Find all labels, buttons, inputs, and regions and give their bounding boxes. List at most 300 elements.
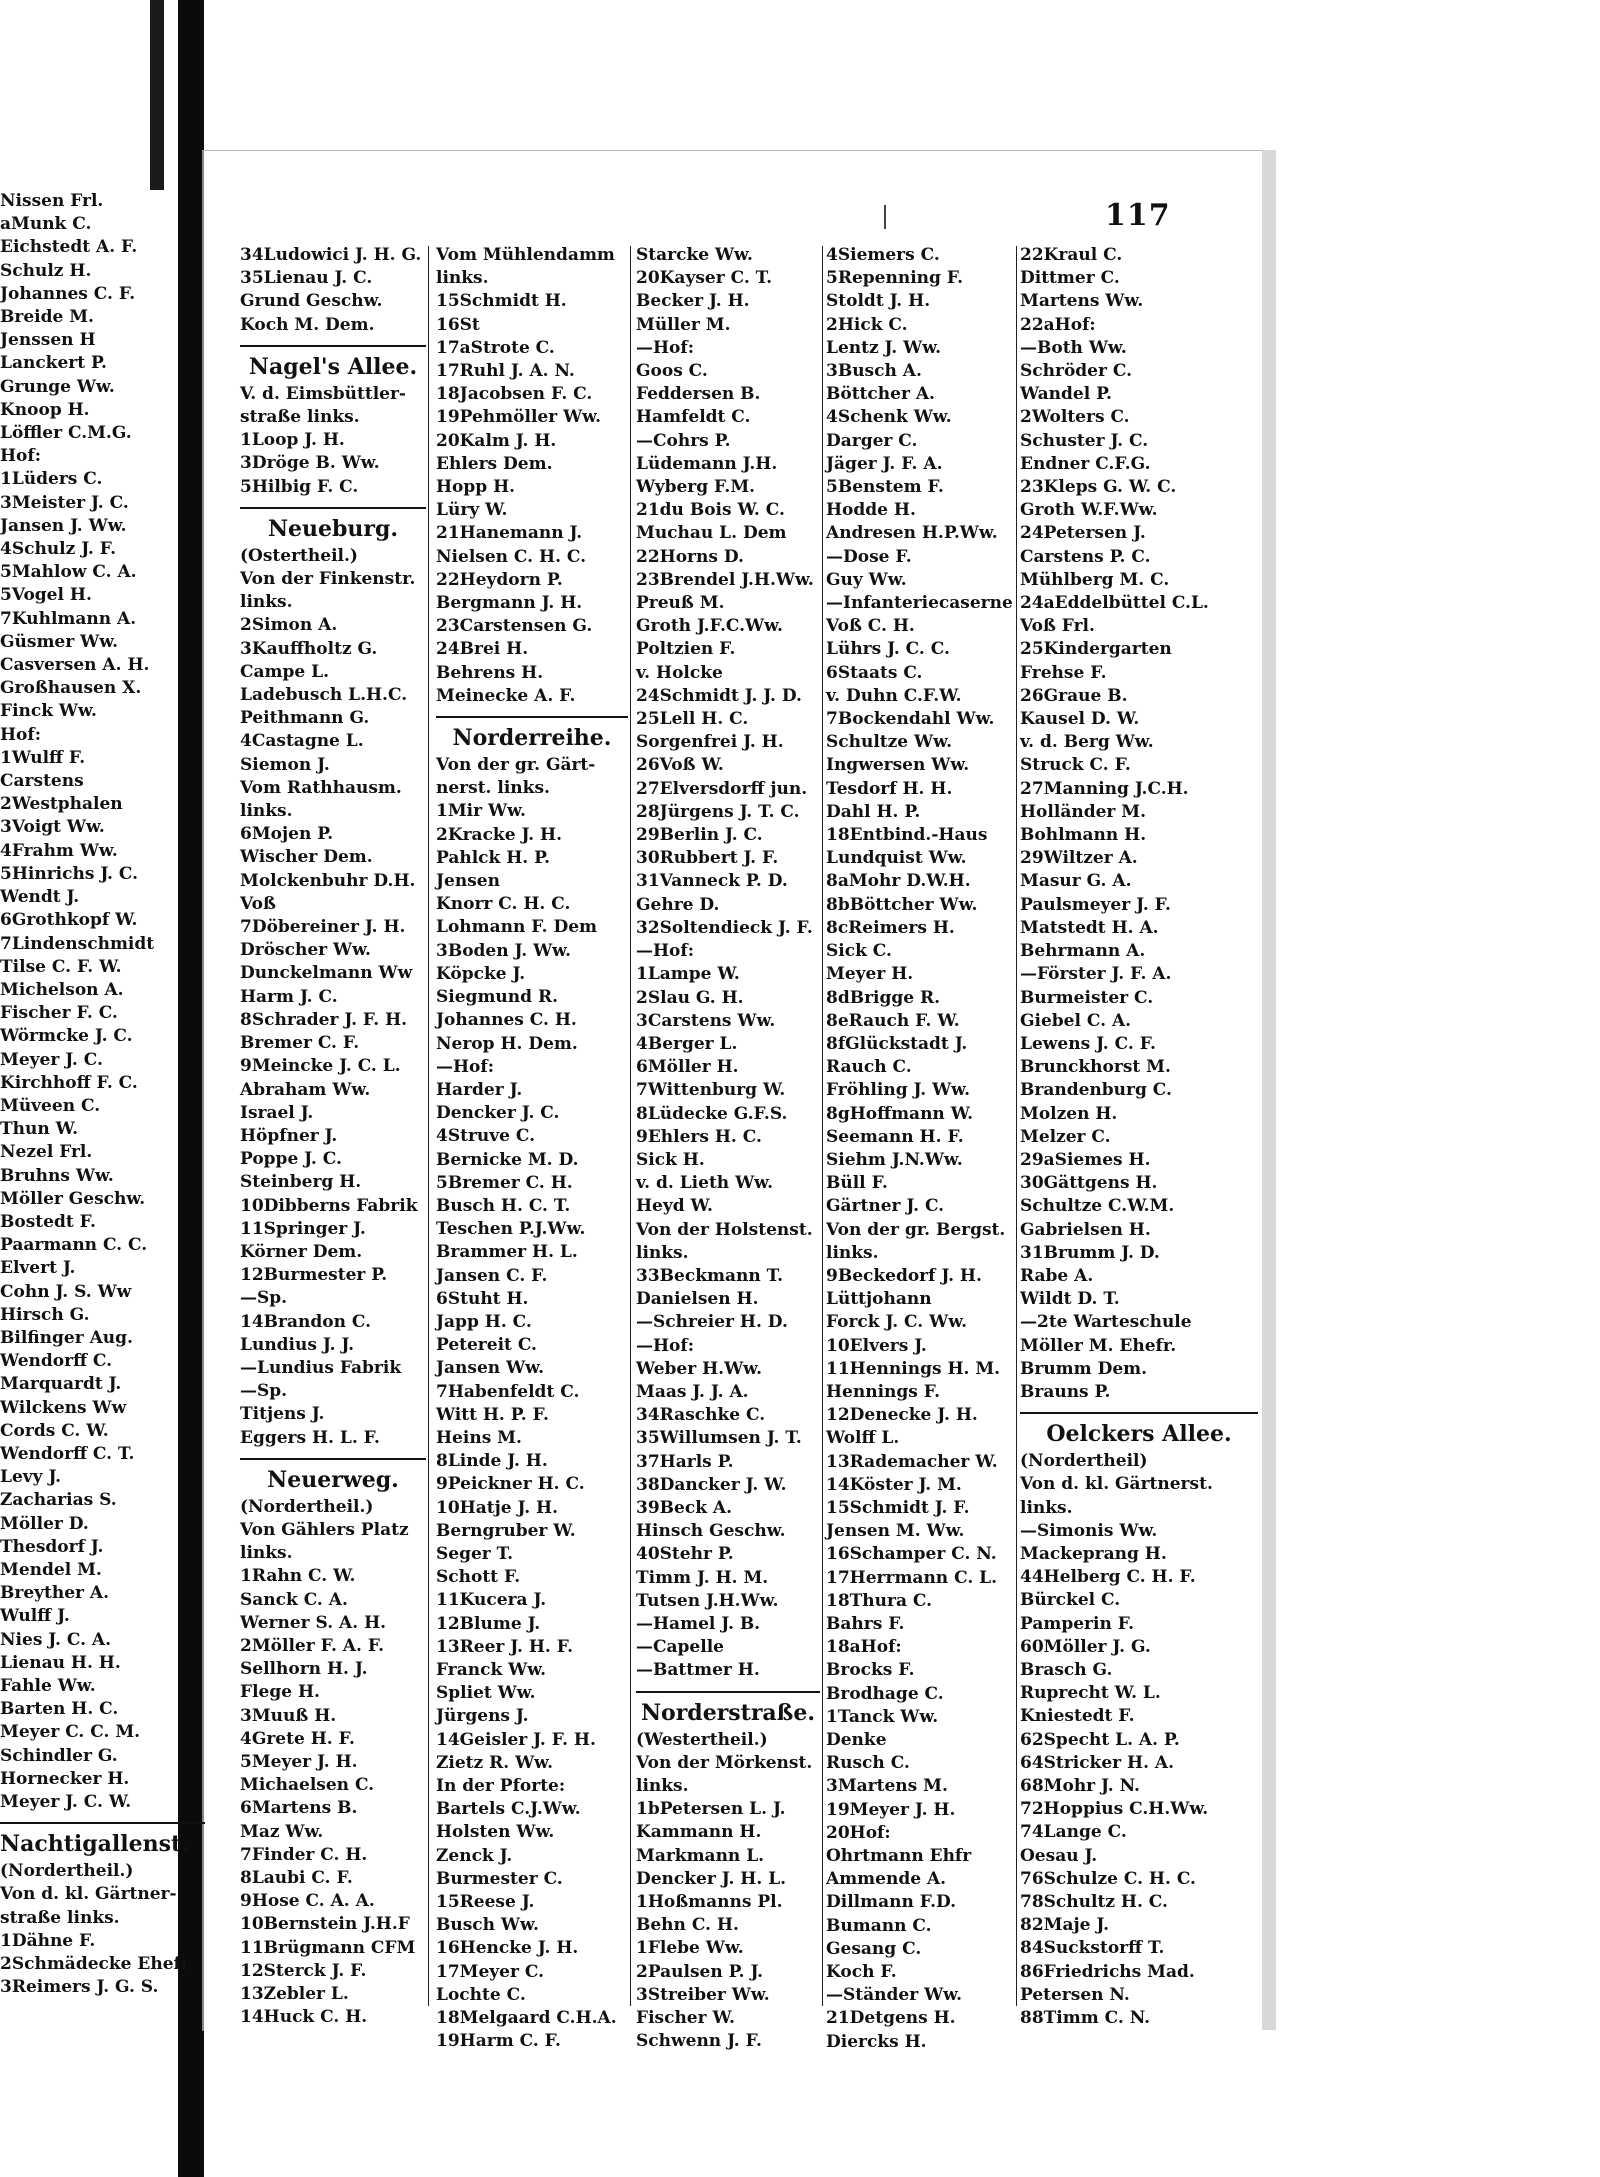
street-header: Neueburg. [240, 507, 426, 545]
directory-entry: 76Schulze C. H. C. [1020, 1868, 1196, 1889]
directory-column-3 [636, 244, 820, 2052]
directory-entry: Zietz R. Ww. [436, 1752, 554, 1773]
directory-entry: Thesdorf J. [0, 1536, 104, 1557]
directory-entry: Carstens P. C. [1020, 546, 1151, 567]
page-shadow [1262, 150, 1276, 2030]
directory-entry: 5Hinrichs J. C. [0, 863, 139, 884]
directory-entry: 10Elvers J. [826, 1335, 927, 1356]
directory-entry: Michelson A. [0, 979, 124, 1000]
directory-entry: Fischer F. C. [0, 1003, 118, 1024]
directory-entry: 1Wulff F. [0, 747, 86, 768]
directory-entry: 31Vanneck P. D. [636, 871, 788, 892]
directory-entry: Teschen P.J.Ww. [436, 1219, 586, 1240]
directory-entry: links. [240, 592, 293, 613]
directory-entry: 12Blume J. [436, 1613, 541, 1634]
directory-entry: links. [240, 1543, 293, 1564]
directory-entry: 6Grothkopf W. [0, 910, 138, 931]
directory-entry: 2Schmädecke Ehefr [0, 1954, 190, 1975]
directory-entry: —Sp. [240, 1288, 288, 1309]
directory-entry: Sellhorn H. J. [240, 1659, 368, 1680]
directory-entry: Gärtner J. C. [826, 1196, 945, 1217]
directory-entry: 24Schmidt J. J. D. [636, 685, 802, 706]
directory-entry: Stoldt J. H. [826, 291, 931, 312]
directory-entry: 7Habenfeldt C. [436, 1381, 580, 1402]
directory-entry: Andresen H.P.Ww. [826, 523, 998, 544]
directory-entry: Johannes C. F. [0, 283, 136, 304]
directory-entry: Masur G. A. [1020, 871, 1132, 892]
directory-entry: 4Siemers C. [826, 245, 940, 265]
directory-entry: Goos C. [636, 361, 708, 382]
directory-entry: Dahl H. P. [826, 801, 921, 822]
directory-entry: Kammann H. [636, 1822, 762, 1843]
directory-entry: Hennings F. [826, 1381, 941, 1402]
directory-entry: Von der gr. Bergst. [826, 1219, 1006, 1240]
directory-entry: Behrmann A. [1020, 941, 1146, 962]
directory-entry: Nerop H. Dem. [436, 1033, 578, 1054]
directory-entry: Poltzien F. [636, 639, 736, 660]
directory-entry: 35Lienau J. C. [240, 268, 373, 289]
directory-entry: Hof: [0, 446, 41, 467]
directory-entry: 23Brendel J.H.Ww. [636, 569, 814, 590]
directory-entry: 2Westphalen [0, 794, 123, 815]
directory-entry: Löffler C.M.G. [0, 423, 132, 444]
directory-entry: 5Meyer J. H. [240, 1751, 358, 1772]
directory-entry: 78Schultz H. C. [1020, 1892, 1168, 1913]
directory-entry: 2Wolters C. [1020, 407, 1130, 428]
directory-entry: Heins M. [436, 1427, 522, 1448]
directory-entry: 7Lindenschmidt [0, 933, 155, 954]
directory-entry: Becker J. H. [636, 291, 750, 312]
directory-entry: 5Vogel H. [0, 585, 92, 606]
directory-entry: 6Mojen P. [240, 824, 334, 845]
directory-entry: Knoop H. [0, 399, 90, 420]
directory-entry: Lundquist Ww. [826, 848, 967, 869]
directory-entry: Hodde H. [826, 500, 916, 521]
directory-entry: Seger T. [436, 1543, 514, 1564]
directory-entry: Meinecke A. F. [436, 685, 576, 706]
directory-entry: 5Mahlow C. A. [0, 562, 137, 583]
directory-entry: 26Voß W. [636, 755, 724, 776]
directory-entry: Bernicke M. D. [436, 1149, 579, 1170]
directory-entry: Werner S. A. H. [240, 1612, 387, 1633]
directory-entry: 20Hof: [826, 1822, 891, 1843]
directory-entry: Nissen Frl. [0, 191, 104, 211]
directory-entry: Brocks F. [826, 1660, 915, 1681]
directory-entry: 1Lampe W. [636, 964, 740, 985]
directory-entry: 2Paulsen P. J. [636, 1961, 764, 1982]
directory-entry: Danielsen H. [636, 1289, 759, 1310]
directory-entry: 3Carstens Ww. [636, 1010, 776, 1031]
directory-entry: Schott F. [436, 1567, 521, 1588]
directory-entry: 30Gättgens H. [1020, 1173, 1158, 1194]
directory-entry: Hornecker H. [0, 1768, 130, 1789]
directory-entry: Starcke Ww. [636, 245, 753, 265]
directory-entry: Preuß M. [636, 593, 725, 614]
directory-entry: Zacharias S. [0, 1490, 117, 1511]
directory-entry: —Battmer H. [636, 1660, 760, 1681]
directory-entry: 29Wiltzer A. [1020, 848, 1138, 869]
directory-entry: In der Pforte: [436, 1776, 566, 1796]
directory-entry: 3Streiber Ww. [636, 1984, 770, 2005]
directory-entry: Koch F. [826, 1962, 897, 1983]
directory-entry: Feddersen B. [636, 384, 761, 405]
directory-entry: Ehlers Dem. [436, 453, 553, 474]
left-page-entries [0, 190, 205, 1814]
directory-entry: Jensen [436, 871, 500, 892]
directory-entry: —Hof: [436, 1056, 494, 1077]
directory-entry: Wendorff C. [0, 1351, 113, 1372]
directory-entry: Sorgenfrei J. H. [636, 732, 784, 753]
directory-entry: Eggers H. L. F. [240, 1427, 380, 1448]
entries [1020, 244, 1258, 1404]
column-rule [630, 246, 631, 2006]
directory-entry: 39Beck A. [636, 1497, 732, 1518]
directory-entry: Voß Frl. [1020, 616, 1095, 637]
entries [826, 244, 1014, 2054]
directory-entry: 16Schamper C. N. [826, 1544, 997, 1565]
directory-entry: Ingwersen Ww. [826, 755, 970, 776]
directory-entry: Rabe A. [1020, 1265, 1094, 1286]
directory-entry: Sick H. [636, 1149, 705, 1170]
directory-entry: Holsten Ww. [436, 1822, 555, 1843]
directory-entry: v. d. Lieth Ww. [636, 1173, 774, 1194]
directory-entry: links. [1020, 1497, 1073, 1518]
directory-entry: 34Raschke C. [636, 1405, 766, 1426]
directory-entry: 74Lange C. [1020, 1822, 1127, 1843]
left-page-column [0, 190, 205, 2050]
left-page-after [0, 1860, 205, 1999]
directory-entry: 8Schrader J. F. H. [240, 1009, 408, 1030]
directory-entry: 18aHof: [826, 1637, 902, 1658]
directory-entry: Wendt J. [0, 887, 80, 908]
directory-entry: v. d. Berg Ww. [1020, 732, 1154, 753]
directory-entry: Paulsmeyer J. F. [1020, 894, 1171, 915]
directory-entry: Brumm Dem. [1020, 1358, 1148, 1379]
directory-entry: 27Elversdorff jun. [636, 778, 808, 799]
directory-entry: 9Peickner H. C. [436, 1474, 585, 1495]
directory-entry: Ammende A. [826, 1869, 947, 1890]
directory-entry: Tesdorf H. H. [826, 778, 953, 799]
directory-entry: 11Springer J. [240, 1218, 366, 1239]
directory-entry: Meyer J. C. W. [0, 1792, 132, 1813]
directory-entry: 10Dibberns Fabrik [240, 1195, 418, 1216]
directory-entry: 8bBöttcher Ww. [826, 894, 978, 915]
directory-entry: —Lundius Fabrik [240, 1357, 402, 1378]
directory-entry: 5Hilbig F. C. [240, 476, 359, 497]
directory-entry: Lanckert P. [0, 353, 107, 374]
directory-entry: 8eRauch F. W. [826, 1010, 960, 1031]
directory-entry: V. d. Eimsbüttler- [240, 383, 406, 404]
directory-entry: Campe L. [240, 661, 330, 682]
directory-entry: 3Boden J. Ww. [436, 940, 572, 961]
directory-entry: Poppe J. C. [240, 1149, 342, 1170]
directory-entry: 18Entbind.-Haus [826, 825, 988, 846]
directory-entry: Koch M. Dem. [240, 314, 375, 335]
directory-entry: 6Staats C. [826, 662, 923, 683]
directory-entry: 9Beckedorf J. H. [826, 1265, 982, 1286]
directory-entry: Fahle Ww. [0, 1676, 96, 1696]
directory-entry: Dröscher Ww. [240, 940, 371, 961]
directory-entry: 8gHoffmann W. [826, 1103, 974, 1124]
directory-entry: Meyer C. C. M. [0, 1722, 141, 1743]
entries [436, 754, 628, 2053]
directory-entry: Sanck C. A. [240, 1589, 348, 1610]
directory-entry: 3Reimers J. G. S. [0, 1977, 159, 1998]
directory-entry: straße links. [0, 1907, 120, 1928]
directory-entry: 44Helberg C. H. F. [1020, 1567, 1196, 1588]
directory-entry: Wendorff C. T. [0, 1443, 135, 1464]
directory-entry: 4Frahm Ww. [0, 840, 118, 861]
directory-entry: 11Hennings H. M. [826, 1358, 1001, 1379]
directory-entry: Frehse F. [1020, 662, 1107, 683]
directory-entry: 22aHof: [1020, 314, 1096, 335]
directory-entry: Schultze C.W.M. [1020, 1196, 1175, 1217]
directory-entry: 6Möller H. [636, 1057, 739, 1078]
directory-entry: Dencker J. H. L. [636, 1868, 787, 1889]
directory-entry: Bahrs F. [826, 1613, 905, 1634]
directory-entry: Endner C.F.G. [1020, 453, 1151, 474]
directory-entry: 30Rubbert J. F. [636, 848, 779, 869]
directory-entry: 1Loop J. H. [240, 430, 345, 451]
directory-entry: links. [240, 801, 293, 822]
directory-entry: 20Kalm J. H. [436, 430, 557, 451]
directory-entry: Hinsch Geschw. [636, 1521, 786, 1542]
directory-entry: —Both Ww. [1020, 337, 1127, 358]
directory-entry: Timm J. H. M. [636, 1567, 769, 1588]
directory-entry: Guy Ww. [826, 569, 907, 590]
directory-entry: 9Hose C. A. A. [240, 1891, 375, 1912]
directory-entry: 22Kraul C. [1020, 245, 1123, 265]
directory-entry: 23Carstensen G. [436, 616, 593, 637]
directory-entry: Fröhling J. Ww. [826, 1080, 971, 1101]
directory-entry: Lüttjohann [826, 1289, 932, 1310]
directory-entry: links. [826, 1242, 879, 1263]
directory-entry: 15Reese J. [436, 1892, 535, 1913]
directory-entry: 17Meyer C. [436, 1961, 545, 1982]
directory-entry: 2Möller F. A. F. [240, 1635, 385, 1656]
directory-entry: 7Döbereiner J. H. [240, 917, 406, 938]
directory-entry: 18Thura C. [826, 1590, 933, 1611]
directory-entry: Dencker J. C. [436, 1103, 560, 1124]
directory-entry: Wulff J. [0, 1606, 70, 1627]
directory-entry: Lührs J. C. C. [826, 639, 950, 660]
directory-entry: Seemann H. F. [826, 1126, 964, 1147]
entries [1020, 1450, 1258, 2030]
directory-entry: Müller M. [636, 314, 731, 335]
directory-entry: Harder J. [436, 1079, 523, 1100]
directory-entry: 13Zebler L. [240, 1984, 349, 2005]
directory-entry: (Nordertheil.) [0, 1861, 134, 1882]
directory-entry: 29Berlin J. C. [636, 825, 763, 846]
directory-entry: Tilse C. F. W. [0, 956, 122, 977]
street-header: Nachtigallenst. [0, 1822, 205, 1860]
street-header: Neuerweg. [240, 1458, 426, 1496]
street-header: Oelckers Allee. [1020, 1412, 1258, 1450]
directory-entry: 16Hencke J. H. [436, 1938, 579, 1959]
directory-entry: 7Finder C. H. [240, 1844, 368, 1865]
header-mark [884, 205, 886, 229]
directory-entry: —Dose F. [826, 546, 912, 567]
directory-entry: Berngruber W. [436, 1520, 576, 1541]
directory-entry: 5Benstem F. [826, 477, 944, 498]
directory-entry: Büll F. [826, 1173, 888, 1194]
directory-entry: 32Soltendieck J. F. [636, 917, 813, 938]
column-rule [1016, 246, 1017, 2006]
entries [240, 244, 426, 337]
directory-entry: Lentz J. Ww. [826, 337, 942, 358]
directory-entry: Weber H.Ww. [636, 1358, 763, 1379]
directory-entry: Heyd W. [636, 1196, 713, 1217]
book-gutter-top [150, 0, 164, 190]
directory-entry: Nies J. C. A. [0, 1629, 112, 1650]
directory-entry: Lundius J. J. [240, 1334, 355, 1355]
street-header: Norderreihe. [436, 716, 628, 754]
directory-entry: Böttcher A. [826, 384, 935, 405]
directory-entry: Von d. kl. Gärtner- [0, 1884, 177, 1905]
directory-entry: Vom Mühlendamm [436, 245, 615, 265]
directory-entry: Lüdemann J.H. [636, 453, 778, 474]
directory-entry: Titjens J. [240, 1404, 325, 1425]
directory-entry: Von der gr. Gärt- [436, 755, 596, 776]
directory-entry: 4Grete H. F. [240, 1728, 355, 1749]
directory-entry: —Hof: [636, 337, 694, 358]
directory-entry: Japp H. C. [436, 1311, 532, 1332]
directory-entry: Bartels C.J.Ww. [436, 1799, 581, 1820]
directory-entry: (Westertheil.) [636, 1729, 768, 1750]
directory-entry: —Ständer Ww. [826, 1985, 963, 2006]
directory-entry: Brauns P. [1020, 1381, 1111, 1402]
directory-entry: 82Maje J. [1020, 1915, 1110, 1936]
directory-entry: —2te Warteschule [1020, 1312, 1192, 1333]
directory-entry: 35Willumsen J. T. [636, 1428, 802, 1449]
directory-entry: 1Rahn C. W. [240, 1566, 356, 1587]
directory-entry: 64Stricker H. A. [1020, 1752, 1175, 1773]
directory-entry: Schultze Ww. [826, 732, 952, 753]
directory-entry: Melzer C. [1020, 1126, 1111, 1147]
directory-entry: Franck Ww. [436, 1659, 547, 1680]
directory-entry: Brodhage C. [826, 1683, 944, 1704]
directory-entry: 8aMohr D.W.H. [826, 871, 971, 892]
directory-entry: (Ostertheil.) [240, 545, 358, 566]
directory-entry: Busch H. C. T. [436, 1195, 571, 1216]
directory-entry: 8Laubi C. F. [240, 1868, 353, 1888]
directory-entry: Jansen C. F. [436, 1265, 548, 1286]
directory-entry: Hamfeldt C. [636, 407, 751, 428]
directory-entry: 60Möller J. G. [1020, 1636, 1151, 1657]
directory-entry: Casversen A. H. [0, 655, 150, 676]
directory-entry: Abraham Ww. [240, 1079, 371, 1100]
directory-entry: Von d. kl. Gärtnerst. [1020, 1474, 1213, 1495]
directory-entry: Von der Holstenst. [636, 1219, 813, 1240]
directory-entry: 19Harm C. F. [436, 2031, 561, 2052]
directory-entry: Wildt D. T. [1020, 1289, 1120, 1310]
column-rule [822, 246, 823, 2006]
directory-entry: Fischer W. [636, 2008, 735, 2029]
directory-entry: 28Jürgens J. T. C. [636, 801, 800, 822]
directory-entry: 3Voigt Ww. [0, 817, 105, 838]
directory-entry: 20Kayser C. T. [636, 268, 773, 289]
directory-entry: 88Timm C. N. [1020, 2008, 1151, 2029]
entries [240, 383, 426, 499]
directory-entry: 13Rademacher W. [826, 1451, 998, 1472]
directory-entry: Martens Ww. [1020, 291, 1144, 312]
directory-entry: Jürgens J. [436, 1706, 529, 1727]
directory-entry: Tutsen J.H.Ww. [636, 1590, 779, 1611]
directory-entry: Hirsch G. [0, 1304, 90, 1325]
directory-entry: Hof: [0, 724, 41, 745]
directory-entry: Hopp H. [436, 477, 516, 498]
directory-entry: Meyer H. [826, 964, 914, 985]
directory-column-1 [240, 244, 426, 2028]
directory-entry: Wyberg F.M. [636, 477, 756, 498]
directory-entry: Mendel M. [0, 1559, 102, 1580]
directory-entry: Mackeprang H. [1020, 1543, 1167, 1564]
directory-entry: Höpfner J. [240, 1125, 338, 1146]
directory-entry: Knorr C. H. C. [436, 894, 571, 915]
directory-entry: 2Slau G. H. [636, 987, 744, 1008]
directory-entry: Busch Ww. [436, 1915, 539, 1936]
directory-entry: Eichstedt A. F. [0, 237, 138, 258]
directory-entry: 21Hanemann J. [436, 523, 583, 544]
directory-entry: 72Hoppius C.H.Ww. [1020, 1799, 1209, 1820]
directory-entry: Siemon J. [240, 754, 330, 775]
directory-entry: —Cohrs P. [636, 430, 731, 451]
directory-entry: Petersen N. [1020, 1984, 1130, 2005]
directory-entry: 31Brumm J. D. [1020, 1242, 1160, 1263]
directory-entry: 3Martens M. [826, 1776, 948, 1797]
directory-entry: Gabrielsen H. [1020, 1219, 1151, 1240]
directory-entry: Giebel C. A. [1020, 1010, 1132, 1031]
directory-entry: Bergmann J. H. [436, 593, 583, 614]
directory-entry: Pamperin F. [1020, 1613, 1135, 1634]
directory-entry: —Hof: [636, 941, 694, 962]
directory-entry: Behrens H. [436, 662, 544, 683]
directory-entry: Müveen C. [0, 1095, 101, 1116]
directory-entry: 1Hoßmanns Pl. [636, 1892, 783, 1913]
directory-entry: v. Holcke [636, 662, 723, 683]
directory-entry: 14Brandon C. [240, 1311, 372, 1332]
directory-entry: 17Herrmann C. L. [826, 1567, 998, 1588]
directory-entry: Molckenbuhr D.H. [240, 870, 416, 891]
entries [636, 244, 820, 1683]
directory-entry: Wischer Dem. [240, 847, 373, 868]
directory-entry: Israel J. [240, 1102, 314, 1123]
directory-entry: Ohrtmann Ehfr [826, 1846, 972, 1867]
directory-entry: Finck Ww. [0, 701, 97, 722]
directory-entry: 29aSiemes H. [1020, 1149, 1151, 1170]
directory-entry: 4Castagne L. [240, 731, 364, 752]
directory-entry: 21du Bois W. C. [636, 500, 785, 521]
directory-entry: Brasch G. [1020, 1659, 1113, 1680]
directory-entry: Behn C. H. [636, 1915, 739, 1936]
directory-entry: 7Bockendahl Ww. [826, 709, 995, 730]
directory-entry: Vom Rathhausm. [240, 777, 402, 798]
directory-entry: 40Stehr P. [636, 1544, 734, 1565]
directory-entry: Cords C. W. [0, 1420, 109, 1441]
directory-entry: 34Ludowici J. H. G. [240, 245, 422, 265]
directory-entry: Flege H. [240, 1682, 320, 1703]
directory-entry: Thun W. [0, 1119, 79, 1140]
directory-entry: —Sp. [240, 1381, 288, 1402]
directory-entry: Lohmann F. Dem [436, 917, 598, 938]
directory-entry: Maz Ww. [240, 1821, 324, 1842]
directory-entry: Schuster J. C. [1020, 430, 1149, 451]
directory-entry: 18Melgaard C.H.A. [436, 2008, 617, 2029]
directory-entry: Lochte C. [436, 1984, 526, 2005]
directory-entry: Schindler G. [0, 1745, 118, 1766]
directory-entry: 12Sterck J. F. [240, 1960, 367, 1981]
directory-entry: Pahlck H. P. [436, 847, 550, 868]
